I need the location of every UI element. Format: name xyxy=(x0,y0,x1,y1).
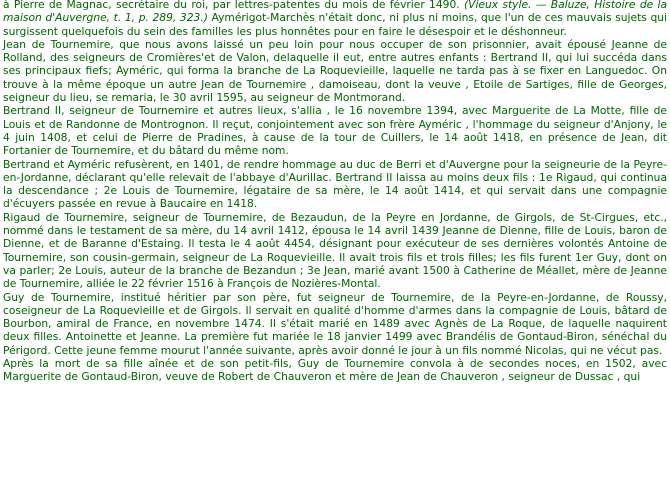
paragraph-5: Rigaud de Tournemire, seigneur de Tournemire, de Bezaudun, de la Peyre en Jordanne, de Girgols, de St-Cirgues, etc., nommé dans le testament de sa mère, du 14 avril 1412, épousa le 14 avril 1439 Jeanne de Dienne, fille de Louis, baron de Dienne, et de Baranne d'Estaing. Il testa le 4 août 4454, désignant pour exécuteur de ses dernières volontés Antoine de Tournemire, son cousin-germain, seigneur de La Roquevieille. Il avait trois fils et trois filles; les fils furent 1er Guy, dont on va parler; 2e Louis, auteur de la branche de Bezandun ; 3e Jean, marié avant 1500 à Catherine de Méallet, mère de Jeanne de Tournemire, alliée le 22 février 1516 à François de Nozières-Montal. xyxy=(3,210,667,291)
paragraph-3: Bertrand II, seigneur de Tournemire et autres lieux, s'allia , le 16 novembre 1394, avec Marguerite de La Motte, fille de Louis et de Randonne de Montrognon. Il reçut, conjointement avec son frère Ayméric , l'hommage du seigneur d'Anjony, le 4 juin 1408, et celui de Pierre de Pradines, à cause de la tour de Cuillers, le 14 août 1418, en présence de Jean, dit Fortanier de Tournemire, et du bâtard du même nom. xyxy=(3,104,667,158)
paragraph-1 xyxy=(3,0,667,38)
paragraph-1-text-end: Aymérigot-Marchès n'était donc, ni plus ni moins, que l'un de ces mauvais sujets qui surgissent quelquefois du sein des familles les plus honnêtes pour en faire le désespoir et le déshonneur. xyxy=(3,11,667,38)
paragraph-7: Après la mort de sa fille aînée et de son petit-fils, Guy de Tournemire convola à de secondes noces, en 1502, avec Marguerite de Gontaud-Biron, veuve de Robert de Chauveron et mère de Jean de Chauveron , seigneur de Dussac , qui xyxy=(3,357,667,384)
paragraph-1-text-start: à Pierre de Magnac, secrétaire du roi, par lettres-patentes du mois de février 1490. xyxy=(3,0,464,11)
paragraph-4: Bertrand et Ayméric refusèrent, en 1401, de rendre hommage au duc de Berri et d'Auvergne pour la seigneurie de la Peyre-en-Jordanne, déclarant qu'elle relevait de l'abbaye d'Aurillac. Bertrand II laissa au moins deux fils : 1e Rigaud, qui continua la descendance ; 2e Louis de Tournemire, légataire de sa mère, le 14 août 1414, et qui servait dans une compagnie d'écuyers passée en revue à Baucaire en 1418. xyxy=(3,157,667,211)
document-body xyxy=(3,0,667,384)
citation: (Vieux style. — Baluze, Histoire de la maison d'Auvergne, t. 1, p. 289, 323.) xyxy=(3,0,668,25)
paragraph-6: Guy de Tournemire, institué héritier par son père, fut seigneur de Tournemire, de la Peyre-en-Jordanne, de Roussy, coseigneur de La Roquevieille et de Girgols. Il servait en qualité d'homme d'armes dans la compagnie de Louis, bâtard de Bourbon, amiral de France, en novembre 1474. Il s'était marié en 1489 avec Agnès de La Roque, de laquelle naquirent deux filles. Antoinette et Jeanne. La première fut mariée le 18 janvier 1499 avec Brandélis de Gontaud-Biron, sénéchal du Périgord. Cette jeune femme mourut l'année suivante, après avoir donné le jour à un fils nommé Nicolas, qui ne vécut pas. xyxy=(3,290,667,357)
paragraph-2: Jean de Tournemire, que nous avons laissé un peu loin pour nous occuper de son prisonnier, avait épousé Jeanne de Rolland, des seigneurs de Cromières'et de Valon, delaquelle il eut, entre autres enfants : Bertrand II, qui lui succéda dans ses principaux fiefs; Ayméric, qui forma la branche de La Roquevieille, laquelle ne tarda pas à se fixer en Languedoc. On trouve à la même époque un autre Jean de Tournemire , damoiseau, dont la veuve , Etoile de Sartiges, fille de Georges, seigneur du lieu, se remaria, le 30 avril 1595, au seigneur de Montmorand. xyxy=(3,37,667,105)
